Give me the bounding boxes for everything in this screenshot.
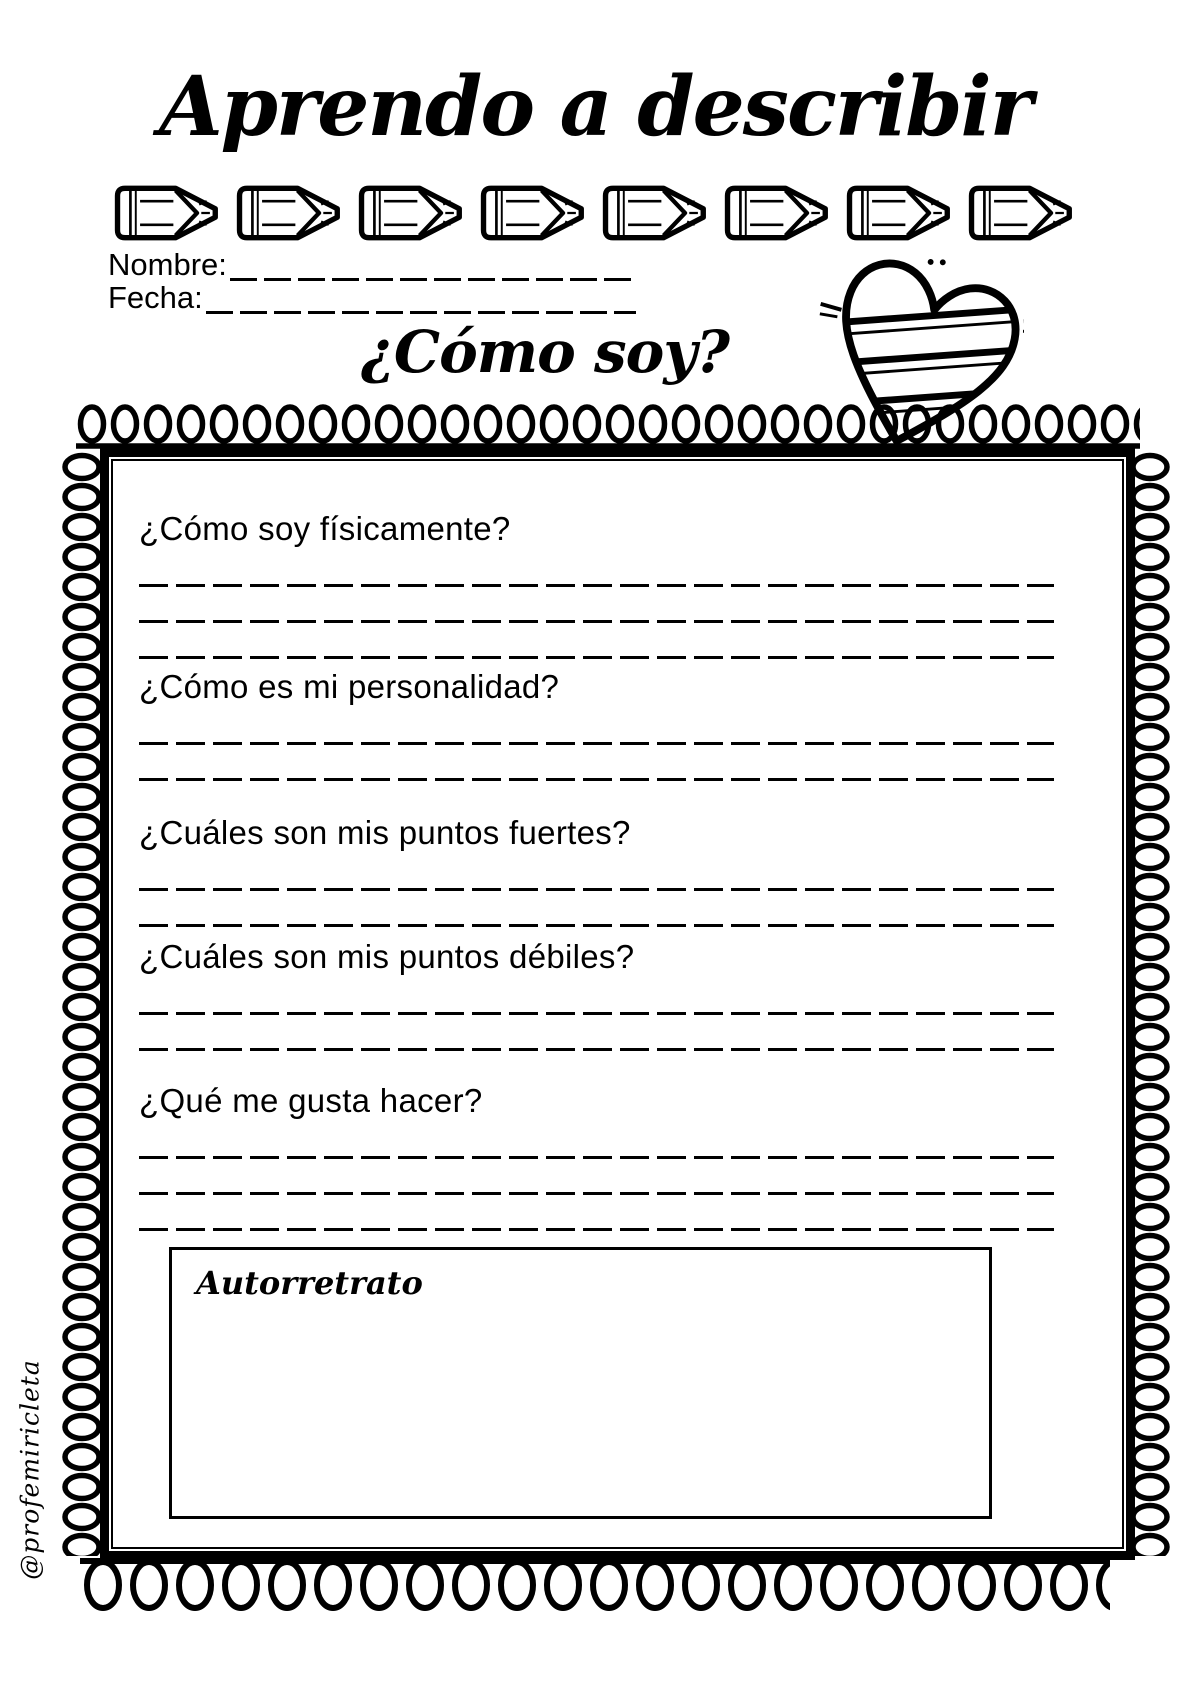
striped-heart-icon: [818, 238, 1024, 489]
doodle-border-bottom: [80, 1556, 1110, 1623]
date-label: Fecha:: [108, 280, 203, 315]
question-section: [139, 935, 1126, 1051]
worksheet-subtitle: ¿Cómo soy?: [360, 318, 730, 386]
doodle-border-right: [1133, 452, 1175, 1561]
answer-line: [139, 1015, 1054, 1051]
answer-line: [139, 855, 1054, 891]
answer-line: [139, 1159, 1054, 1195]
pencil-icon: [112, 184, 224, 242]
answer-line: [139, 745, 1054, 781]
question-label: ¿Qué me gusta hacer?: [139, 1082, 483, 1119]
answer-line: [139, 709, 1054, 745]
questions-area: [109, 457, 1126, 1551]
answer-line: [139, 1123, 1054, 1159]
pencil-icon: [478, 184, 590, 242]
answer-line: [139, 587, 1054, 623]
pencil-icon: [722, 184, 834, 242]
credit-watermark: @profemiricleta: [15, 1359, 45, 1580]
pencil-icon: [600, 184, 712, 242]
answer-line: [139, 1195, 1054, 1231]
main-frame: [100, 448, 1135, 1560]
pencil-row: [112, 184, 1078, 242]
date-field-row: [108, 281, 636, 314]
answer-line: [139, 979, 1054, 1015]
pencil-icon: [966, 184, 1078, 242]
pencil-icon: [844, 184, 956, 242]
question-label: ¿Cómo soy físicamente?: [139, 510, 511, 547]
name-field-row: [108, 248, 632, 281]
question-section: [139, 811, 1126, 927]
page-title: Aprendo a describir: [159, 59, 1031, 155]
answer-line: [139, 891, 1054, 927]
self-portrait-box: [169, 1247, 992, 1519]
question-label: ¿Cómo es mi personalidad?: [139, 668, 560, 705]
pencil-icon: [234, 184, 346, 242]
date-blank-line: [206, 290, 636, 314]
question-section: [139, 507, 1126, 659]
self-portrait-label: Autorretrato: [196, 1264, 423, 1302]
question-section: [139, 1079, 1126, 1231]
pencil-icon: [356, 184, 468, 242]
name-blank-line: [230, 257, 632, 281]
answer-line: [139, 551, 1054, 587]
question-section: [139, 665, 1126, 781]
doodle-border-left: [57, 452, 102, 1561]
name-label: Nombre:: [108, 247, 227, 282]
question-label: ¿Cuáles son mis puntos débiles?: [139, 938, 635, 975]
question-label: ¿Cuáles son mis puntos fuertes?: [139, 814, 631, 851]
answer-line: [139, 623, 1054, 659]
